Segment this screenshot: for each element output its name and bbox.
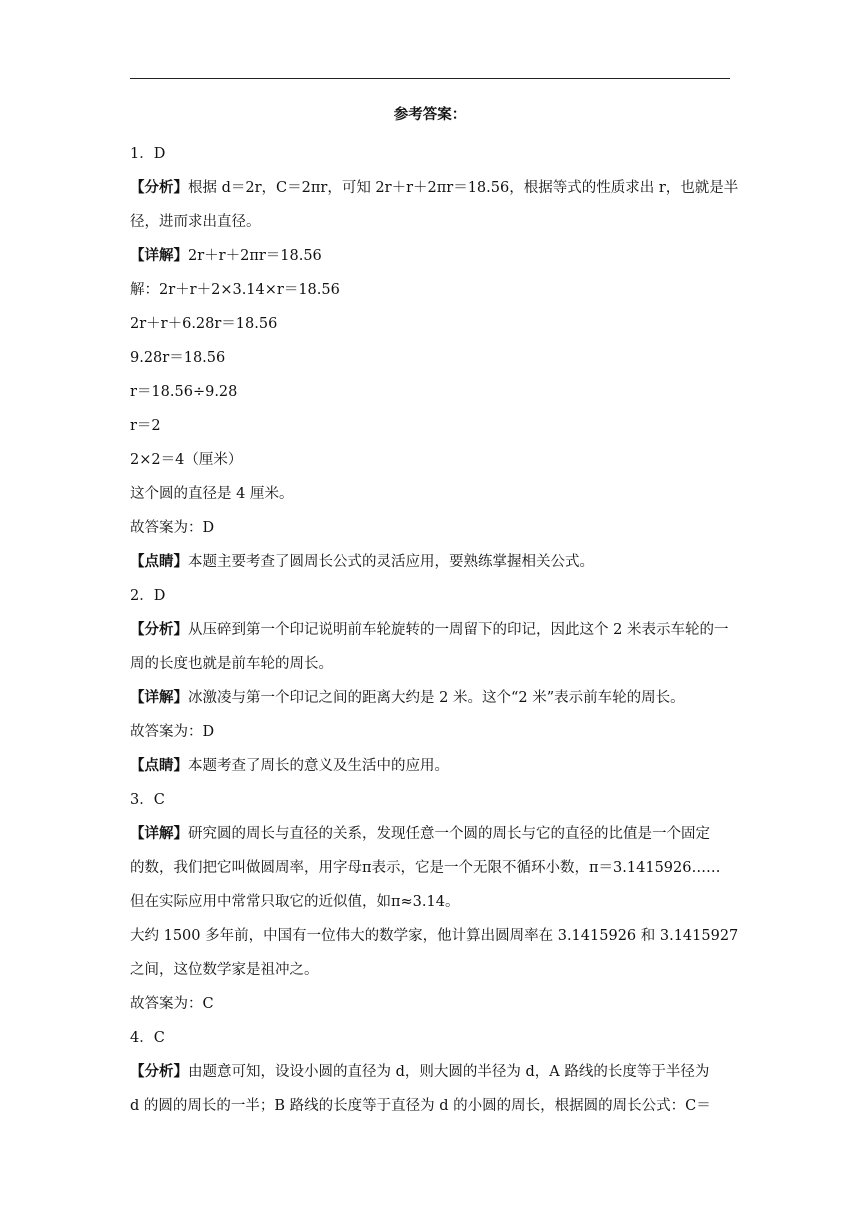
text-line <box>130 1095 730 1117</box>
text-line <box>130 687 730 709</box>
line-text: 根据 d＝2r，C＝2πr，可知 2r＋r＋2πr＝18.56，根据等式的性质求出 r，也就是半 <box>188 180 739 196</box>
line-text: 径，进而求出直径。 <box>130 214 261 230</box>
line-text: 1．D <box>130 146 166 162</box>
line-text: 从压碎到第一个印记说明前车轮旋转的一周留下的印记，因此这个 2 米表示车轮的一 <box>188 622 729 638</box>
text-line <box>130 925 739 947</box>
text-line <box>130 891 730 913</box>
line-text: d 的圆的周长的一半；B 路线的长度等于直径为 d 的小圆的周长，根据圆的周长公式：C＝ <box>130 1098 711 1114</box>
text-line <box>130 347 730 369</box>
text-line <box>130 1027 730 1049</box>
text-line <box>130 823 730 845</box>
text-line <box>130 1061 730 1083</box>
text-line <box>130 143 730 165</box>
line-text: 故答案为：C <box>130 996 214 1012</box>
text-line <box>130 415 730 437</box>
text-line <box>130 959 730 981</box>
text-line <box>130 789 730 811</box>
header-rule <box>130 78 730 79</box>
line-text: 本题考查了周长的意义及生活中的应用。 <box>188 758 449 774</box>
text-line <box>130 993 730 1015</box>
section-tag: 【点睛】 <box>130 553 188 570</box>
line-text: 解：2r＋r＋2×3.14×r＝18.56 <box>130 282 340 298</box>
line-text: 但在实际应用中常常只取它的近似值，如π≈3.14。 <box>130 894 460 910</box>
text-line <box>130 245 730 267</box>
section-tag: 【分析】 <box>130 621 188 638</box>
section-tag: 【详解】 <box>130 247 188 264</box>
line-text: 这个圆的直径是 4 厘米。 <box>130 486 294 502</box>
text-line <box>130 313 730 335</box>
line-text: 2．D <box>130 588 166 604</box>
text-line <box>130 721 730 743</box>
line-text: 4．C <box>130 1030 165 1046</box>
line-text: 由题意可知，设设小圆的直径为 d，则大圆的半径为 d，A 路线的长度等于半径为 <box>188 1064 710 1080</box>
section-tag: 【分析】 <box>130 179 188 196</box>
text-line <box>130 619 730 641</box>
section-tag: 【分析】 <box>130 1063 188 1080</box>
page-title: 参考答案： <box>393 106 467 123</box>
line-text: 9.28r＝18.56 <box>130 350 226 366</box>
text-line <box>130 381 730 403</box>
text-line <box>130 551 730 573</box>
line-text: 冰激凌与第一个印记之间的距离大约是 2 米。这个“2 米”表示前车轮的周长。 <box>188 690 685 706</box>
section-tag: 【详解】 <box>130 689 188 706</box>
line-text: r＝18.56÷9.28 <box>130 384 238 400</box>
line-text: 的数，我们把它叫做圆周率，用字母π表示，它是一个无限不循环小数，π＝3.1415926…… <box>130 860 721 876</box>
line-text: 故答案为：D <box>130 520 215 536</box>
text-line <box>130 585 730 607</box>
line-text: 2r＋r＋2πr＝18.56 <box>188 248 322 264</box>
line-text: r＝2 <box>130 418 161 434</box>
line-text: 3．C <box>130 792 165 808</box>
text-line <box>130 449 730 471</box>
line-text: 2×2＝4（厘米） <box>130 452 243 468</box>
line-text: 研究圆的周长与直径的关系，发现任意一个圆的周长与它的直径的比值是一个固定 <box>188 826 710 842</box>
section-tag: 【点睛】 <box>130 757 188 774</box>
text-line <box>130 211 730 233</box>
text-line <box>130 177 739 199</box>
text-line <box>130 755 730 777</box>
line-text: 周的长度也就是前车轮的周长。 <box>130 656 333 672</box>
section-tag: 【详解】 <box>130 825 188 842</box>
line-text: 之间，这位数学家是祖冲之。 <box>130 962 319 978</box>
line-text: 2r＋r＋6.28r＝18.56 <box>130 316 278 332</box>
line-text: 大约 1500 多年前，中国有一位伟大的数学家，他计算出圆周率在 3.1415926 和 3.1415927 <box>130 928 739 944</box>
text-line <box>130 517 730 539</box>
line-text: 本题主要考查了圆周长公式的灵活应用，要熟练掌握相关公式。 <box>188 554 594 570</box>
text-line <box>130 279 730 301</box>
text-line <box>130 857 730 879</box>
line-text: 故答案为：D <box>130 724 215 740</box>
text-line <box>130 653 730 675</box>
text-line <box>130 483 730 505</box>
